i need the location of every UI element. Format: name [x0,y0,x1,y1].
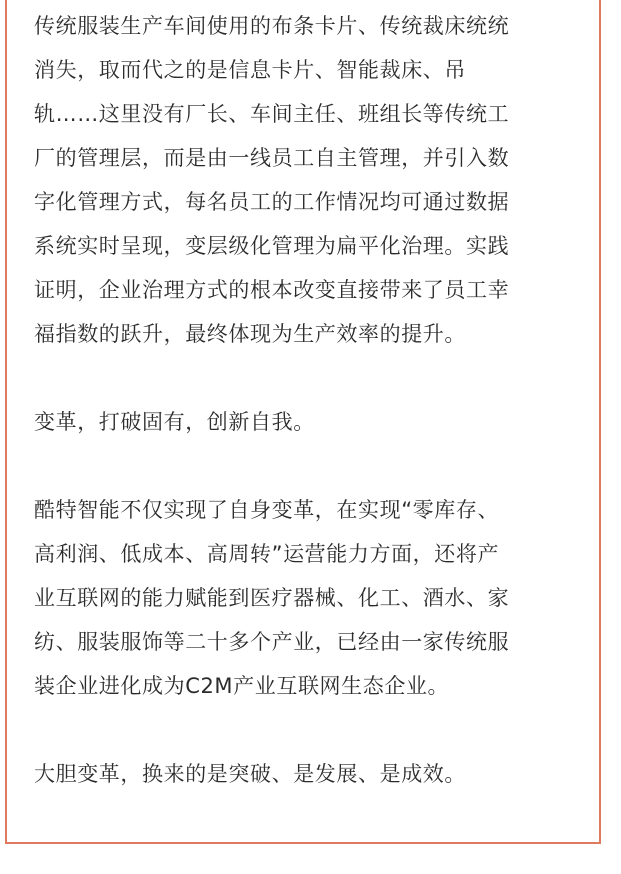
paragraph-line: 变革，打破固有，创新自我。 [34,410,315,434]
paragraph-line: 福指数的跃升，最终体现为生产效率的提升。 [34,322,466,346]
paragraph-4 [34,752,582,796]
paragraph-line: 消失，取而代之的是信息卡片、智能裁床、吊 [34,58,466,82]
paragraph-3 [34,488,582,708]
paragraph-line: 业互联网的能力赋能到医疗器械、化工、酒水、家 [34,586,510,610]
paragraph-gap [34,356,582,400]
paragraph-gap [34,708,582,752]
paragraph-line: 装企业进化成为C2M产业互联网生态企业。 [34,674,450,698]
paragraph-2 [34,400,582,444]
paragraph-line: 传统服装生产车间使用的布条卡片、传统裁床统统 [34,14,510,38]
paragraph-line: 证明，企业治理方式的根本改变直接带来了员工幸 [34,278,510,302]
paragraph-line: 纺、服装服饰等二十多个产业，已经由一家传统服 [34,630,510,654]
paragraph-line: 字化管理方式，每名员工的工作情况均可通过数据 [34,190,510,214]
article-body [34,4,582,796]
paragraph-line: 系统实时呈现，变层级化管理为扁平化治理。实践 [34,234,510,258]
paragraph-line: 轨……这里没有厂长、车间主任、班组长等传统工 [34,102,510,126]
paragraph-line: 高利润、低成本、高周转”运营能力方面，还将产 [34,542,500,566]
paragraph-line: 大胆变革，换来的是突破、是发展、是成效。 [34,762,466,786]
paragraph-1 [34,4,582,356]
paragraph-line: 酷特智能不仅实现了自身变革，在实现“零库存、 [34,498,500,522]
paragraph-line: 厂的管理层，而是由一线员工自主管理，并引入数 [34,146,510,170]
paragraph-gap [34,444,582,488]
